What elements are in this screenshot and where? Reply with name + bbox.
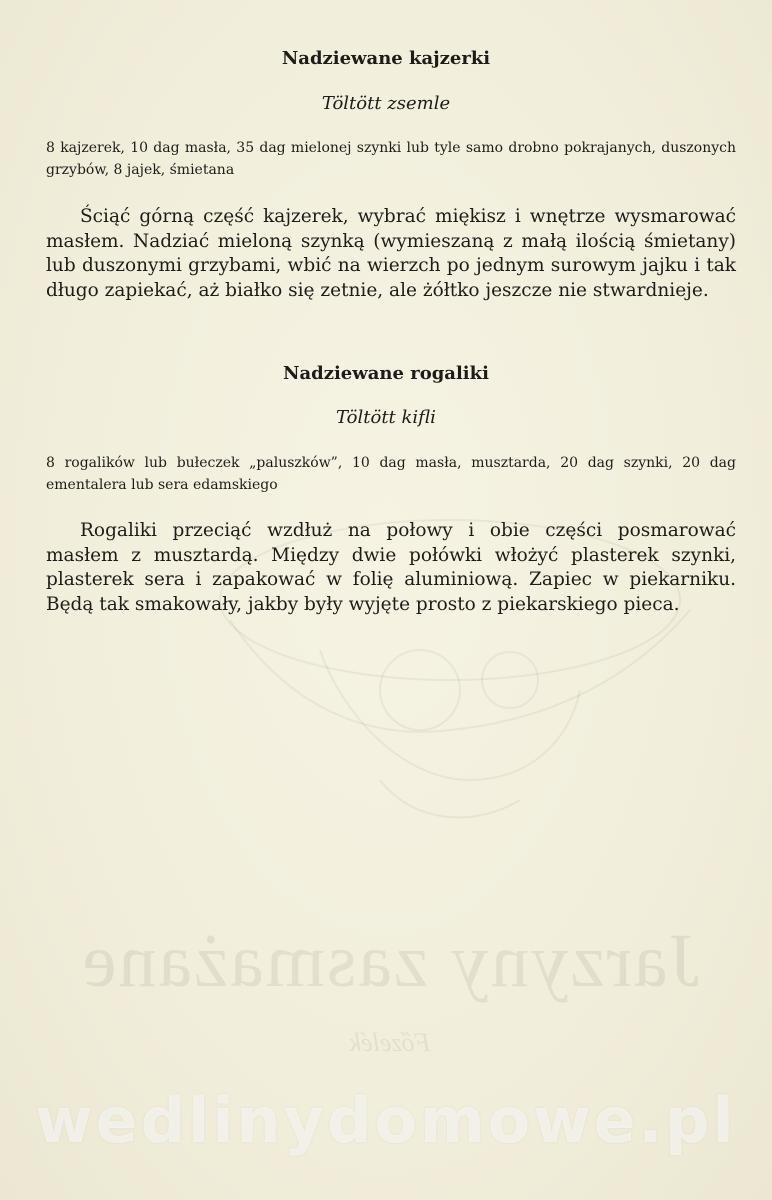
recipe-1-instructions: Ściąć górną część kajzerek, wybrać miękisz i wnętrze wysmarować masłem. Nadziać mieloną szynką (wymieszaną z małą ilością śmietany) lub duszonymi grzybami, wbić na wierzch po jednym surowym jajku i tak długo zapiekać, aż białko się zetnie, ale żółtko jeszcze nie stwardnieje.	[46, 206, 736, 301]
recipe-2-instructions: Rogaliki przeciąć wzdłuż na połowy i obie części posmarować masłem z musztardą. Między dwie połówki włożyć plasterek szynki, plasterek sera i zapakować w folię aluminiową. Zapiec w piekarniku. Będą tak smakowały, jakby były wyjęte prosto z piekarskiego pieca.	[46, 520, 736, 615]
bleed-through-title: Jarzyny zasmażane	[80, 919, 700, 1003]
recipe-2-ingredients: 8 rogalików lub bułeczek „paluszków”, 10 dag masła, musztarda, 20 dag szynki, 20 dag ementalera lub sera edamskiego	[46, 455, 736, 493]
recipe-1-title: Nadziewane kajzerki	[281, 48, 491, 69]
bleed-through-subtitle: Főzelék	[349, 1028, 431, 1057]
recipe-2-title: Nadziewane rogaliki	[283, 363, 489, 384]
recipe-2-subtitle: Töltött kifli	[336, 407, 436, 428]
recipe-1-subtitle: Töltött zsemle	[321, 93, 451, 114]
recipe-1-ingredients: 8 kajzerek, 10 dag masła, 35 dag mielonej szynki lub tyle samo drobno pokrajanych, duszonych grzybów, 8 jajek, śmietana	[46, 140, 736, 178]
site-watermark: wedlinydomowe.pl	[35, 1084, 737, 1157]
